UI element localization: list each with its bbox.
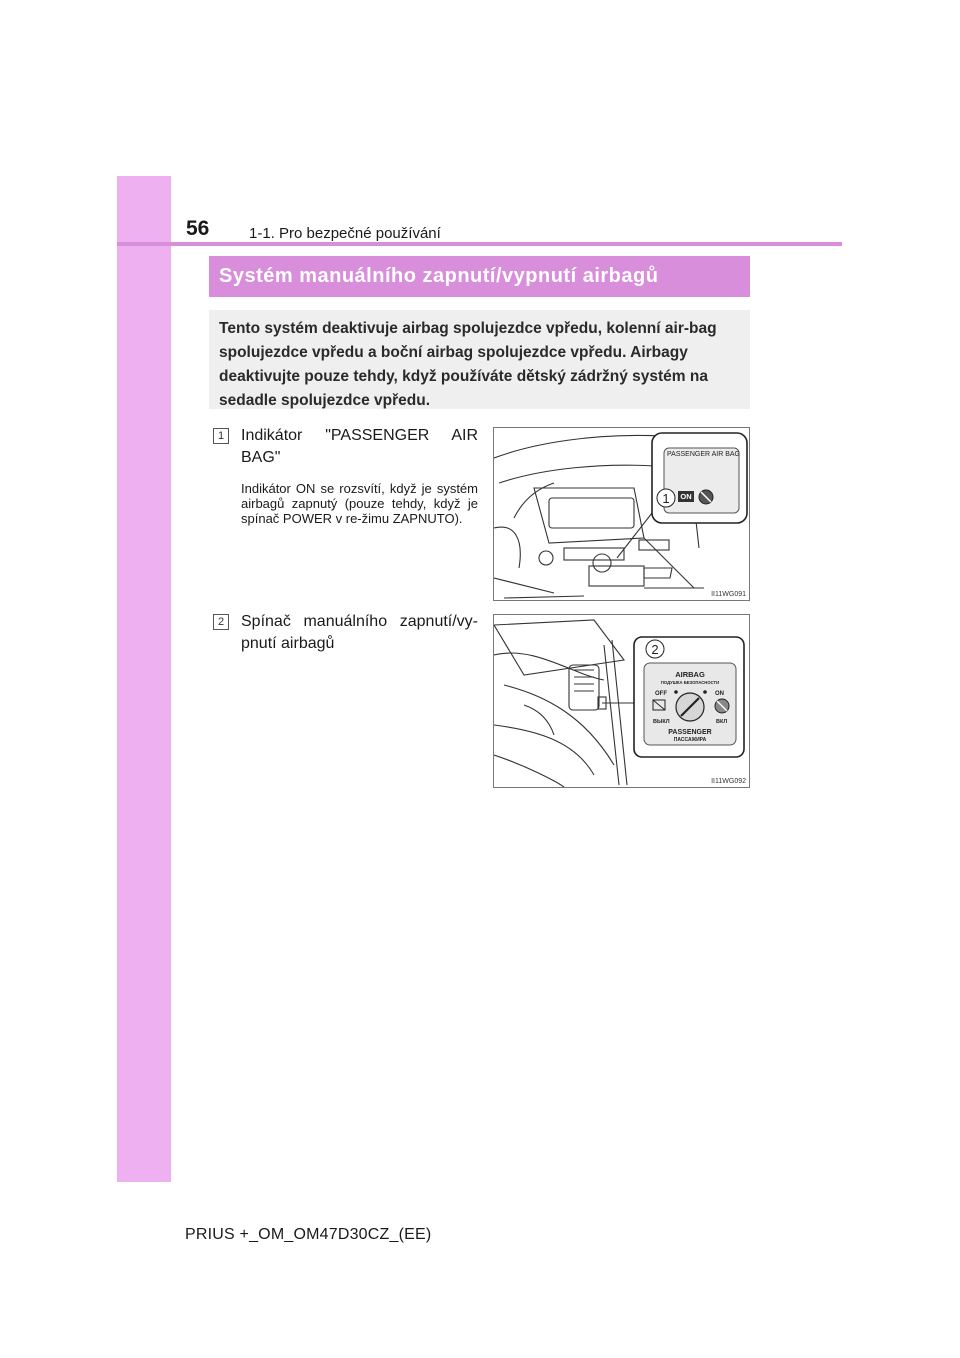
callout-number: 1 (662, 491, 670, 506)
item-label: Indikátor "PASSENGER AIR BAG" (241, 427, 478, 466)
item-2 (213, 611, 478, 655)
figure-switch (493, 614, 750, 788)
dashboard-illustration (494, 428, 749, 600)
item-number: 1 (213, 428, 229, 444)
airbag-label-ru: ПОДУШКА БЕЗОПАСНОСТИ (660, 680, 720, 685)
intro-box (209, 310, 750, 409)
airbag-off-icon (715, 699, 729, 713)
passenger-label-ru: ПАССАЖИРА (673, 737, 707, 743)
on-indicator-label: ON (680, 492, 692, 501)
figure-code: II11WG091 (711, 591, 746, 598)
item-1 (213, 425, 478, 526)
section-title: 1-1. Pro bezpečné používání (249, 225, 441, 242)
item-description: Indikátor ON se rozsvítí, když je systém airbagů zapnutý (pouze tehdy, když je spínač POWER v re-žimu ZAPNUTO). (241, 481, 478, 526)
airbag-label: AIRBAG (675, 670, 705, 679)
panel-title: PASSENGER AIR BAG (667, 451, 741, 458)
side-strip (117, 176, 171, 1182)
figure-code: II11WG092 (711, 778, 746, 785)
airbag-off-icon (699, 490, 713, 504)
on-label: ON (715, 691, 724, 697)
item-label: Spínač manuálního zapnutí/vy-pnutí airbagů (241, 613, 478, 652)
on-label-ru: ВКЛ (716, 719, 728, 725)
item-number: 2 (213, 614, 229, 630)
header-rule (117, 242, 842, 246)
passenger-label: PASSENGER (668, 729, 712, 736)
glovebox-illustration (494, 615, 749, 787)
callout-number: 2 (651, 642, 659, 657)
key-switch (676, 693, 704, 721)
page-number: 56 (186, 217, 210, 240)
figure-indicator (493, 427, 750, 601)
heading-bar: Systém manuálního zapnutí/vypnutí airbagů (209, 256, 750, 297)
intro-text: Tento systém deaktivuje airbag spolujezdce vpředu, kolenní air-bag spolujezdce vpředu a boční airbag spolujezdce vpředu. Airbagy deaktivujte pouze tehdy, když používáte dětský zádržný systém na sedadle spolujezdce vpředu. (219, 320, 717, 409)
off-label: OFF (655, 691, 667, 697)
footer-code: PRIUS +_OM_OM47D30CZ_(EE) (185, 1226, 432, 1243)
off-label-ru: ВЫКЛ (653, 719, 670, 725)
